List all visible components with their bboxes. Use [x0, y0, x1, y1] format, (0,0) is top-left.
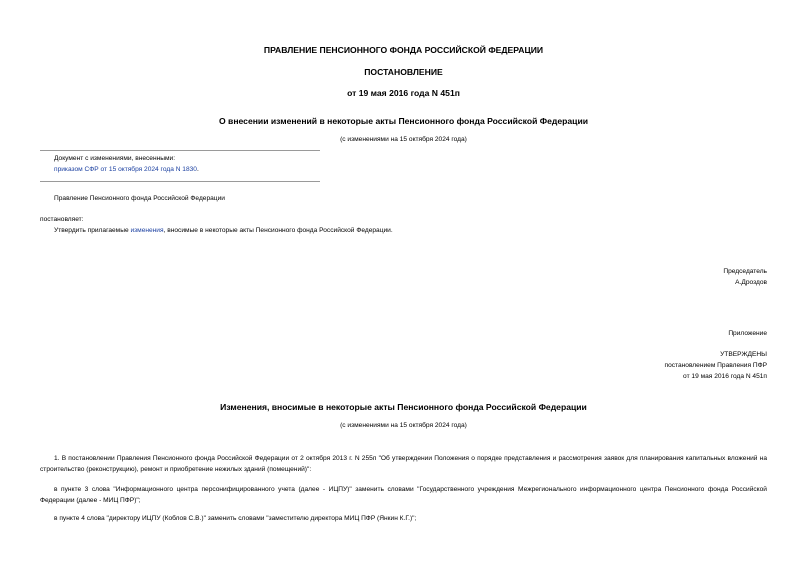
- paragraph-3: в пункте 4 слова "директору ИЦПУ (Коблов С.В.)" заменить словами "заместителю директора МИЦ ПФР (Янкин К.Г.)";: [54, 515, 417, 522]
- appendix-label: Приложение: [728, 330, 767, 337]
- issuer-text: Правление Пенсионного фонда Российской Федерации: [54, 195, 225, 202]
- paragraph-1: 1. В постановлении Правления Пенсионного фонда Российской Федерации от 2 октября 2013 г. N 255п "Об утверждении Положения о порядке представления и рассмотрения заявок для планирования капитальных вложений на строительство (реконструкцию), ремонт и приобретение нежилых зданий (помещений)":: [40, 455, 767, 473]
- approved-date-number: от 19 мая 2016 года N 451п: [683, 373, 767, 380]
- divider-bottom: [40, 181, 320, 182]
- changes-title: Изменения, вносимые в некоторые акты Пенсионного фонда Российской Федерации: [220, 402, 587, 412]
- org-heading: ПРАВЛЕНИЕ ПЕНСИОННОГО ФОНДА РОССИЙСКОЙ ФЕДЕРАЦИИ: [263, 45, 544, 55]
- changes-box-link-suffix: .: [196, 166, 199, 173]
- revision-note: (с изменениями на 15 октября 2024 года): [340, 136, 467, 143]
- divider-top: [40, 150, 320, 151]
- approve-suffix: , вносимые в некоторые акты Пенсионного фонда Российской Федерации.: [163, 227, 393, 234]
- approved-by: постановлением Правления ПФР: [664, 362, 767, 369]
- approve-paragraph: [54, 227, 393, 234]
- resolves-text: постановляет:: [40, 216, 84, 223]
- paragraph-2: в пункте 3 слова "Информационного центра персонифицированного учета (далее - ИЦПУ)" заменить словами "Государственного учреждения Межрегионального информационного центра Пенсионного фонда Российской Федерации (далее - МИЦ ПФР)";: [40, 486, 767, 504]
- doc-type-heading: ПОСТАНОВЛЕНИЕ: [364, 67, 443, 77]
- document-title: О внесении изменений в некоторые акты Пенсионного фонда Российской Федерации: [218, 116, 589, 126]
- amending-order-link[interactable]: приказом СФР от 15 октября 2024 года N 1830: [54, 166, 197, 173]
- signature-name: А.Дроздов: [735, 279, 767, 286]
- approve-prefix: Утвердить прилагаемые: [54, 227, 131, 234]
- approved-label: УТВЕРЖДЕНЫ: [720, 351, 767, 358]
- doc-date-number: от 19 мая 2016 года N 451п: [347, 88, 460, 98]
- changes-link[interactable]: изменения: [130, 227, 164, 234]
- changes-box-line: [54, 166, 199, 173]
- changes-box-label: Документ с изменениями, внесенными:: [54, 155, 176, 162]
- signature-position: Председатель: [723, 268, 767, 275]
- changes-revision-note: (с изменениями на 15 октября 2024 года): [340, 422, 467, 429]
